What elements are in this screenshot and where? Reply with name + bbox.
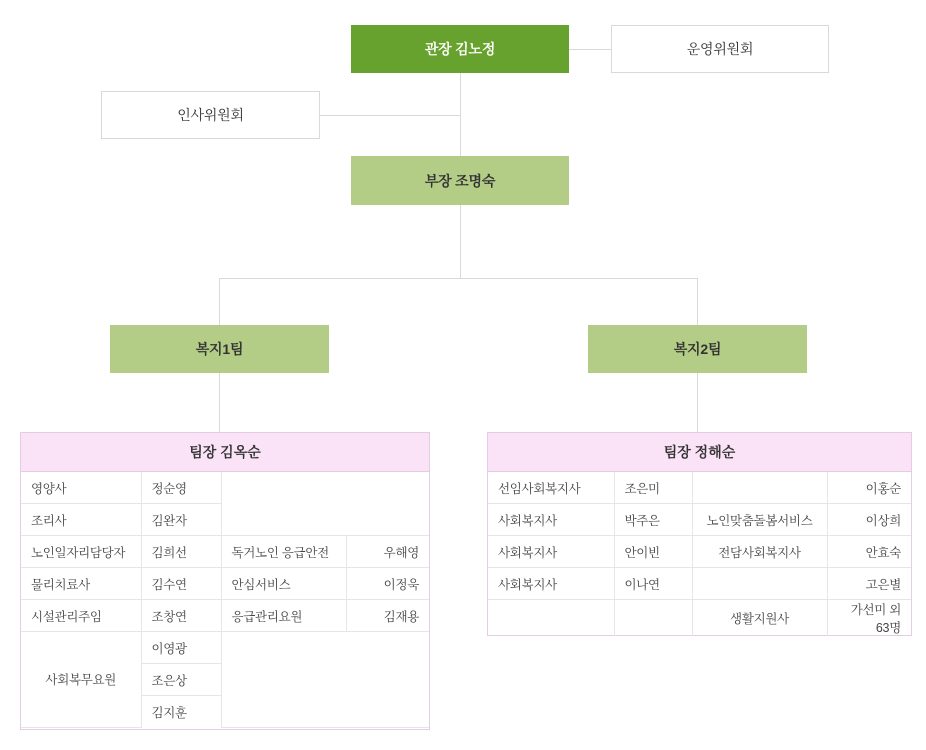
team-1-leader-label: 팀장 김옥순 xyxy=(189,444,261,460)
team-1-role: 시설관리주임 xyxy=(21,600,141,632)
team-1-role: 영양사 xyxy=(21,472,141,504)
team-1-name: 김희선 xyxy=(141,536,221,568)
team-2-name: 박주은 xyxy=(614,504,692,536)
team-1-name: 김수연 xyxy=(141,568,221,600)
director-label: 관장 김노정 xyxy=(424,41,496,57)
team-1-sub-role: 안심서비스 xyxy=(221,568,346,600)
team-1-spacer-bottom-left xyxy=(221,632,346,728)
team-2-role: 사회복지사 xyxy=(488,536,614,568)
team-2-spacer xyxy=(692,472,827,504)
team-1-sub-name: 우해영 xyxy=(346,536,429,568)
team-panel-1 xyxy=(20,432,430,730)
team-2-sub-role: 생활지원사 xyxy=(692,600,827,637)
team-1-name: 조창연 xyxy=(141,600,221,632)
team-1-role: 노인일자리담당자 xyxy=(21,536,141,568)
team-box-1-label: 복지1팀 xyxy=(195,341,244,357)
connector-team2-drop xyxy=(697,278,698,325)
team-2-leader xyxy=(488,433,911,472)
table-row xyxy=(488,472,911,504)
deputy-box[interactable] xyxy=(351,156,569,205)
team-2-name: 조은미 xyxy=(614,472,692,504)
team-1-table xyxy=(21,472,429,728)
team-2-role: 선임사회복지사 xyxy=(488,472,614,504)
team-1-name: 이영광 xyxy=(141,632,221,664)
team-1-name: 정순영 xyxy=(141,472,221,504)
table-row xyxy=(21,600,429,632)
steering-committee-box[interactable] xyxy=(611,25,829,73)
connector-team1-drop xyxy=(219,278,220,325)
connector-director-steering xyxy=(569,49,611,50)
connector-split-bar xyxy=(219,278,698,279)
team-1-sub-name: 김재용 xyxy=(346,600,429,632)
connector-personnel-spine xyxy=(320,115,460,116)
connector-team1-panel xyxy=(219,373,220,433)
team-2-role: 사회복지사 xyxy=(488,504,614,536)
team-2-sub-name: 가선미 외 63명 xyxy=(827,600,911,637)
team-1-spacer-bottom-right xyxy=(346,632,429,728)
team-box-2[interactable] xyxy=(588,325,807,373)
team-1-name: 김지훈 xyxy=(141,696,221,728)
team-panel-2 xyxy=(487,432,912,636)
steering-committee-label: 운영위원회 xyxy=(686,41,754,57)
connector-director-spine xyxy=(460,73,461,156)
team-1-sub-role: 독거노인 응급안전 xyxy=(221,536,346,568)
team-1-leader xyxy=(21,433,429,472)
connector-team2-panel xyxy=(697,373,698,433)
team-1-sub-role: 응급관리요원 xyxy=(221,600,346,632)
table-row xyxy=(21,568,429,600)
team-1-name: 조은상 xyxy=(141,664,221,696)
table-row xyxy=(488,600,911,637)
team-2-sub-name: 안효숙 xyxy=(827,536,911,568)
deputy-label: 부장 조명숙 xyxy=(424,172,496,189)
director-box[interactable] xyxy=(351,25,569,73)
team-1-role: 사회복무요원 xyxy=(21,632,141,728)
team-2-sub-role: 전담사회복지사 xyxy=(692,536,827,568)
team-box-2-label: 복지2팀 xyxy=(673,341,722,357)
team-2-sub-role: 노인맞춤돌봄서비스 xyxy=(692,504,827,536)
team-1-role: 물리치료사 xyxy=(21,568,141,600)
table-row xyxy=(21,472,429,504)
team-2-role: 사회복지사 xyxy=(488,568,614,600)
table-row xyxy=(21,632,429,664)
team-2-leader-label: 팀장 정해순 xyxy=(663,444,736,460)
team-1-spacer-top-right xyxy=(346,472,429,536)
connector-deputy-spine xyxy=(460,205,461,279)
team-1-name: 김완자 xyxy=(141,504,221,536)
team-2-sub-name: 이상희 xyxy=(827,504,911,536)
team-box-1[interactable] xyxy=(110,325,329,373)
team-2-name xyxy=(614,600,692,637)
team-2-name: 안이빈 xyxy=(614,536,692,568)
team-2-role xyxy=(488,600,614,637)
table-row xyxy=(488,536,911,568)
team-2-sub-name: 이홍순 xyxy=(827,472,911,504)
team-2-spacer xyxy=(692,568,827,600)
team-1-sub-name: 이정욱 xyxy=(346,568,429,600)
team-1-role: 조리사 xyxy=(21,504,141,536)
table-row xyxy=(488,568,911,600)
personnel-committee-box[interactable] xyxy=(101,91,320,139)
team-1-spacer-top-left xyxy=(221,472,346,536)
personnel-committee-label: 인사위원회 xyxy=(177,107,244,123)
team-2-sub-name: 고은별 xyxy=(827,568,911,600)
table-row xyxy=(488,504,911,536)
team-2-table xyxy=(488,472,911,636)
team-2-name: 이나연 xyxy=(614,568,692,600)
table-row xyxy=(21,536,429,568)
